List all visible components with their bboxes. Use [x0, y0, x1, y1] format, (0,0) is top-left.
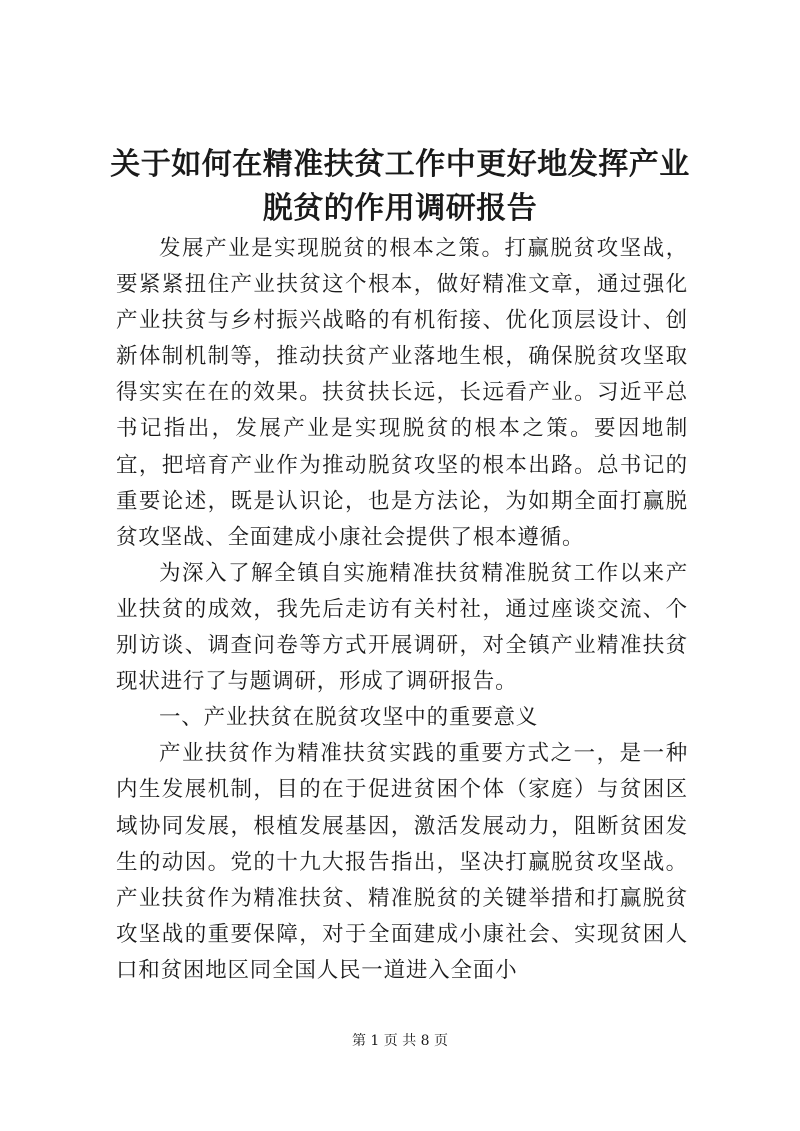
page-footer: 第 1 页 共 8 页: [351, 1033, 449, 1049]
document-body: [116, 231, 688, 989]
document-title: 关于如何在精准扶贫工作中更好地发挥产业脱贫的作用调研报告: [110, 147, 690, 226]
paragraph-intro: 发展产业是实现脱贫的根本之策。打赢脱贫攻坚战，要紧紧扭住产业扶贫这个根本，做好精准文章，通过强化产业扶贫与乡村振兴战略的有机衔接、优化顶层设计、创新体制机制等，推动扶贫产业落地生根，确保脱贫攻坚取得实实在在的效果。扶贫扶长远，长远看产业。习近平总书记指出，发展产业是实现脱贫的根本之策。要因地制宜，把培育产业作为推动脱贫攻坚的根本出路。总书记的重要论述，既是认识论，也是方法论，为如期全面打赢脱贫攻坚战、全面建成小康社会提供了根本遵循。: [116, 236, 688, 550]
section-heading-1: 一、产业扶贫在脱贫攻坚中的重要意义: [159, 705, 539, 731]
paragraph-research: 为深入了解全镇自实施精准扶贫精准脱贫工作以来产业扶贫的成效，我先后走访有关村社，通过座谈交流、个别访谈、调查问卷等方式开展调研，对全镇产业精准扶贫现状进行了与题调研，形成了调研报告。: [116, 560, 688, 695]
paragraph-section-1: 产业扶贫作为精准扶贫实践的重要方式之一，是一种内生发展机制，目的在于促进贫困个体（家庭）与贫困区域协同发展，根植发展基因，激活发展动力，阻断贫困发生的动因。党的十九大报告指出，坚决打赢脱贫攻坚战。产业扶贫作为精准扶贫、精准脱贫的关键举措和打赢脱贫攻坚战的重要保障，对于全面建成小康社会、实现贫困人口和贫困地区同全国人民一道进入全面小: [116, 741, 688, 983]
